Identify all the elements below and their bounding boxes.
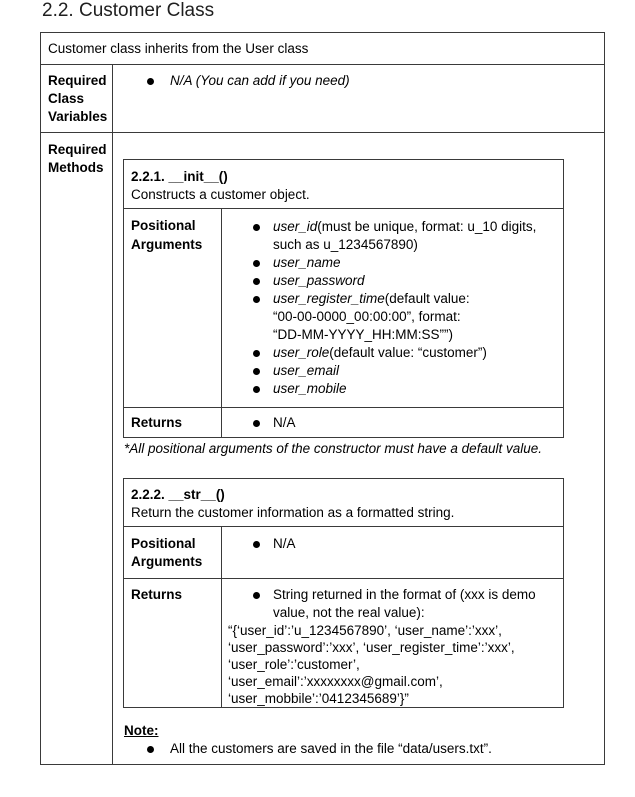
- arg-detail: (default value: “customer”): [329, 345, 487, 360]
- str-returns-label: Returns: [131, 587, 183, 602]
- methods-label-1: Required: [48, 142, 107, 157]
- init-pos-label-2: Arguments: [131, 237, 203, 252]
- bullet-icon: [253, 278, 260, 285]
- init-bottom-border: [123, 437, 564, 438]
- str-left-border: [123, 478, 124, 708]
- arg-user-mobile: user_mobile: [273, 381, 347, 396]
- class-vars-item: N/A (You can add if you need): [170, 73, 350, 88]
- bullet-icon: [253, 260, 260, 267]
- str-return-line-2: value, not the real value):: [273, 605, 425, 620]
- column-divider: [112, 64, 113, 765]
- intro-text: Customer class inherits from the User class: [48, 41, 309, 56]
- arg-user-register-time-cont2: “DD-MM-YYYY_HH:MM:SS””): [273, 327, 453, 342]
- str-pos-label-1: Positional: [131, 536, 196, 551]
- init-heading: 2.2.1. __init__(): [131, 169, 228, 184]
- arg-user-password: user_password: [273, 273, 365, 288]
- str-return-line-1: String returned in the format of (xxx is demo: [273, 587, 536, 602]
- str-divider-2: [123, 578, 564, 579]
- str-bottom-border: [123, 707, 564, 708]
- str-right-border: [563, 478, 564, 708]
- init-left-border: [123, 159, 124, 438]
- str-divider-1: [123, 526, 564, 527]
- bullet-icon: [253, 224, 260, 231]
- note-label: Note:: [124, 723, 159, 738]
- bullet-icon: [253, 368, 260, 375]
- row-divider-2: [40, 132, 605, 133]
- arg-user-register-time-cont: “00-00-0000_00:00:00”, format:: [273, 309, 461, 324]
- class-vars-label-3: Variables: [48, 109, 108, 124]
- section-title: 2.2. Customer Class: [42, 0, 215, 21]
- bullet-icon: [253, 541, 260, 548]
- str-code-line: “{‘user_id’:’u_1234567890’, ‘user_name’:’xxx’,: [228, 623, 502, 638]
- arg-name: user_role: [273, 345, 330, 360]
- init-footnote: *All positional arguments of the constructor must have a default value.: [124, 441, 542, 456]
- bullet-icon: [253, 420, 260, 427]
- outer-bottom-border: [40, 764, 605, 765]
- str-code-line: ‘user_role’:’customer’,: [228, 657, 360, 672]
- bullet-icon: [253, 386, 260, 393]
- bullet-icon: [253, 350, 260, 357]
- init-returns-label: Returns: [131, 415, 183, 430]
- str-code-line: ‘user_mobbile’:’0412345689’}”: [228, 691, 409, 706]
- arg-detail: (default value:: [384, 291, 470, 306]
- arg-user-id: [273, 218, 536, 236]
- arg-name: user_id: [273, 219, 318, 234]
- class-vars-label-2: Class: [48, 91, 85, 106]
- init-pos-label-1: Positional: [131, 218, 196, 233]
- init-right-border: [563, 159, 564, 438]
- init-divider-2: [123, 407, 564, 408]
- str-description: Return the customer information as a formatted string.: [131, 505, 455, 520]
- init-returns-value: N/A: [273, 415, 296, 430]
- init-column-divider: [221, 208, 222, 438]
- str-code-line: ‘user_password’:’xxx’, ‘user_register_time’:’xxx’,: [228, 640, 515, 655]
- arg-user-id-cont: such as u_1234567890): [273, 237, 418, 252]
- str-pos-label-2: Arguments: [131, 554, 203, 569]
- note-item: All the customers are saved in the file “data/users.txt”.: [170, 741, 492, 756]
- str-code-line: ‘user_email’:’xxxxxxxx@gmail.com’,: [228, 674, 443, 689]
- class-vars-label-1: Required: [48, 73, 107, 88]
- outer-right-border: [604, 32, 605, 765]
- init-description: Constructs a customer object.: [131, 187, 310, 202]
- arg-user-role: [273, 344, 487, 362]
- row-divider-1: [40, 64, 605, 65]
- methods-label-2: Methods: [48, 160, 104, 175]
- str-heading: 2.2.2. __str__(): [131, 487, 225, 502]
- init-divider-1: [123, 208, 564, 209]
- bullet-icon: [253, 296, 260, 303]
- outer-left-border: [40, 32, 41, 765]
- outer-top-border: [40, 32, 605, 33]
- arg-user-name: user_name: [273, 255, 341, 270]
- arg-name: user_register_time: [273, 291, 385, 306]
- bullet-icon: [147, 746, 154, 753]
- arg-user-email: user_email: [273, 363, 340, 378]
- str-pos-value: N/A: [273, 536, 296, 551]
- str-column-divider: [221, 526, 222, 708]
- str-top-border: [123, 478, 564, 479]
- bullet-icon: [253, 592, 260, 599]
- bullet-icon: [147, 78, 154, 85]
- arg-user-register-time: [273, 290, 470, 308]
- arg-detail: (must be unique, format: u_10 digits,: [317, 219, 537, 234]
- init-top-border: [123, 159, 564, 160]
